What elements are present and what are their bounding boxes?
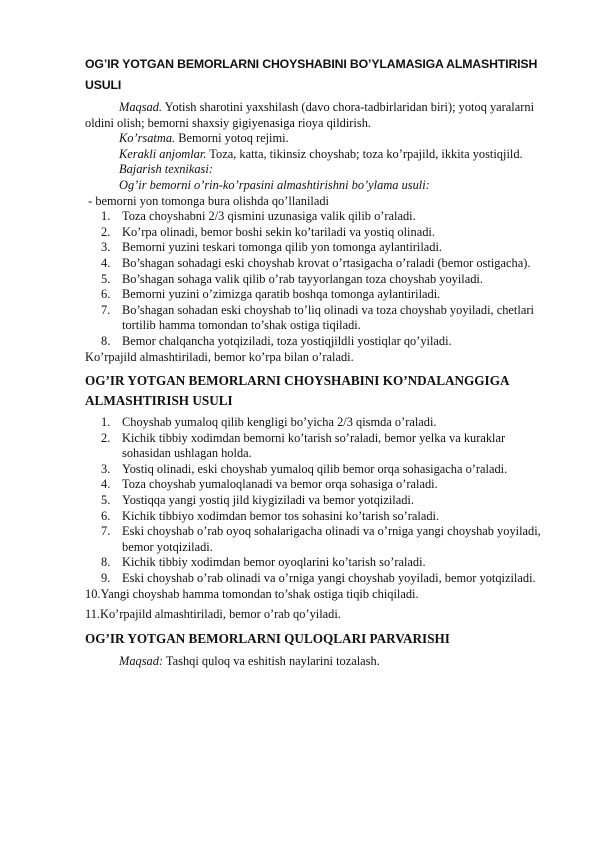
list-item: 5. Bo’shagan sohaga valik qilib o’rab tayyorlangan toza choyshab yoyiladi. [101,271,483,286]
section2-step-11: 11.Ko’rpajild almashtiriladi, bemor o’rab qo’yiladi. [85,607,341,622]
list-item: 1. Choyshab yumaloq qilib kengligi bo’yicha 2/3 qismda o’raladi. [101,415,437,430]
list-item: 4. Bo’shagan sohadagi eski choyshab krovat o’rtasigacha o’raladi (bemor ostigacha). [101,255,531,270]
bajarish-label: Bajarish texnikasi: [119,162,213,177]
usul-label: Og’ir bemorni o’rin-ko’rpasini almashtirishni bo’ylama usuli: [119,177,430,192]
section1-closing: Ko’rpajild almashtiriladi, bemor ko’rpa bilan o’raladi. [85,349,354,364]
list-item: 4. Toza choyshab yumaloqlanadi va bemor orqa sohasiga o’raladi. [101,477,438,492]
section3-title: OG’IR YOTGAN BEMORLARNI QULOQLARI PARVARISHI [85,630,450,646]
list-item: 1. Toza choyshabni 2/3 qismini uzunasiga valik qilib o’raladi. [101,209,416,224]
section3-maqsad-text: Tashqi quloq va eshitish naylarini tozalash. [163,653,380,668]
maqsad-text: Yotish sharotini yaxshilash (davo chora-tadbirlaridan biri); yotoq yaralarni oldini olish; bemorni shaxsiy gigiyenasiga rioya qildirish. [85,100,535,130]
korsatma-paragraph [85,131,546,147]
list-item: 8. Kichik tibbiy xodimdan bemor oyoqlarini ko’tarish so’raladi. [101,555,426,570]
anjomlar-label: Kerakli anjomlar. [119,146,207,161]
list-item: 6. Kichik tibbiyo xodimdan bemor tos sohasini ko’tarish so’raladi. [101,508,440,523]
list-item: 9. Eski choyshab o’rab olinadi va o’rniga yangi choyshab yoyiladi, bemor yotqiziladi. [101,571,536,586]
list-item: 2. Kichik tibbiy xodimdan bemorni ko’tarish so’raladi, bemor yelka va kuraklar sohasidan ushlagan holda. [101,430,506,461]
list-item: 3. Yostiq olinadi, eski choyshab yumaloq qilib bemor orqa sohasigacha o’raladi. [101,461,508,476]
section1-title: OG’IR YOTGAN BEMORLARNI CHOYSHABINI BO’YLAMASIGA ALMASHTIRISH USULI [85,57,538,92]
list-item: 7. Bo’shagan sohadan eski choyshab to’liq olinadi va toza choyshab yoyiladi, chetlari tortilib hamma tomondan to’shak ostiga tiqiladi. [101,302,534,333]
anjomlar-paragraph [85,147,546,163]
section3-maqsad-paragraph [85,654,546,670]
list-item: 2. Ko’rpa olinadi, bemor boshi sekin ko’tariladi va yostiq olinadi. [101,224,435,239]
list-item: 3. Bemorni yuzini teskari tomonga qilib yon tomonga aylantiriladi. [101,240,443,255]
maqsad-label: Maqsad. [119,100,163,114]
list-item: 8. Bemor chalqancha yotqiziladi, toza yostiqjildli yostiqlar qo’yiladi. [101,333,452,348]
korsatma-label: Ko’rsatma. [119,131,176,146]
section3-maqsad-label: Maqsad: [119,653,164,668]
list-item: 6. Bemorni yuzini o’zimizga qaratib boshqa tomonga aylantiriladi. [101,287,441,302]
list-item: 5. Yostiqqa yangi yostiq jild kiygiziladi va bemor yotqiziladi. [101,493,414,508]
maqsad-paragraph [85,100,546,131]
intro-line: - bemorni yon tomonga bura olishda qo’llaniladi [85,193,329,208]
korsatma-text: Bemorni yotoq rejimi. [175,131,289,146]
section2-title: OG’IR YOTGAN BEMORLARNI CHOYSHABINI KO’NDALANGGIGA ALMASHTIRISH USULI [85,373,509,409]
section1-steps-list [85,209,546,349]
list-item: 7. Eski choyshab o’rab oyoq sohalarigacha olinadi va o’rniga yangi choyshab yoyiladi, bemor yotqiziladi. [101,524,541,554]
section2-steps-list [85,415,546,587]
section2-step-10: 10.Yangi choyshab hamma tomondan to’shak ostiga tiqib chiqiladi. [85,586,419,601]
anjomlar-text: Toza, katta, tikinsiz choyshab; toza ko’rpajild, ikkita yostiqjild. [206,146,523,161]
